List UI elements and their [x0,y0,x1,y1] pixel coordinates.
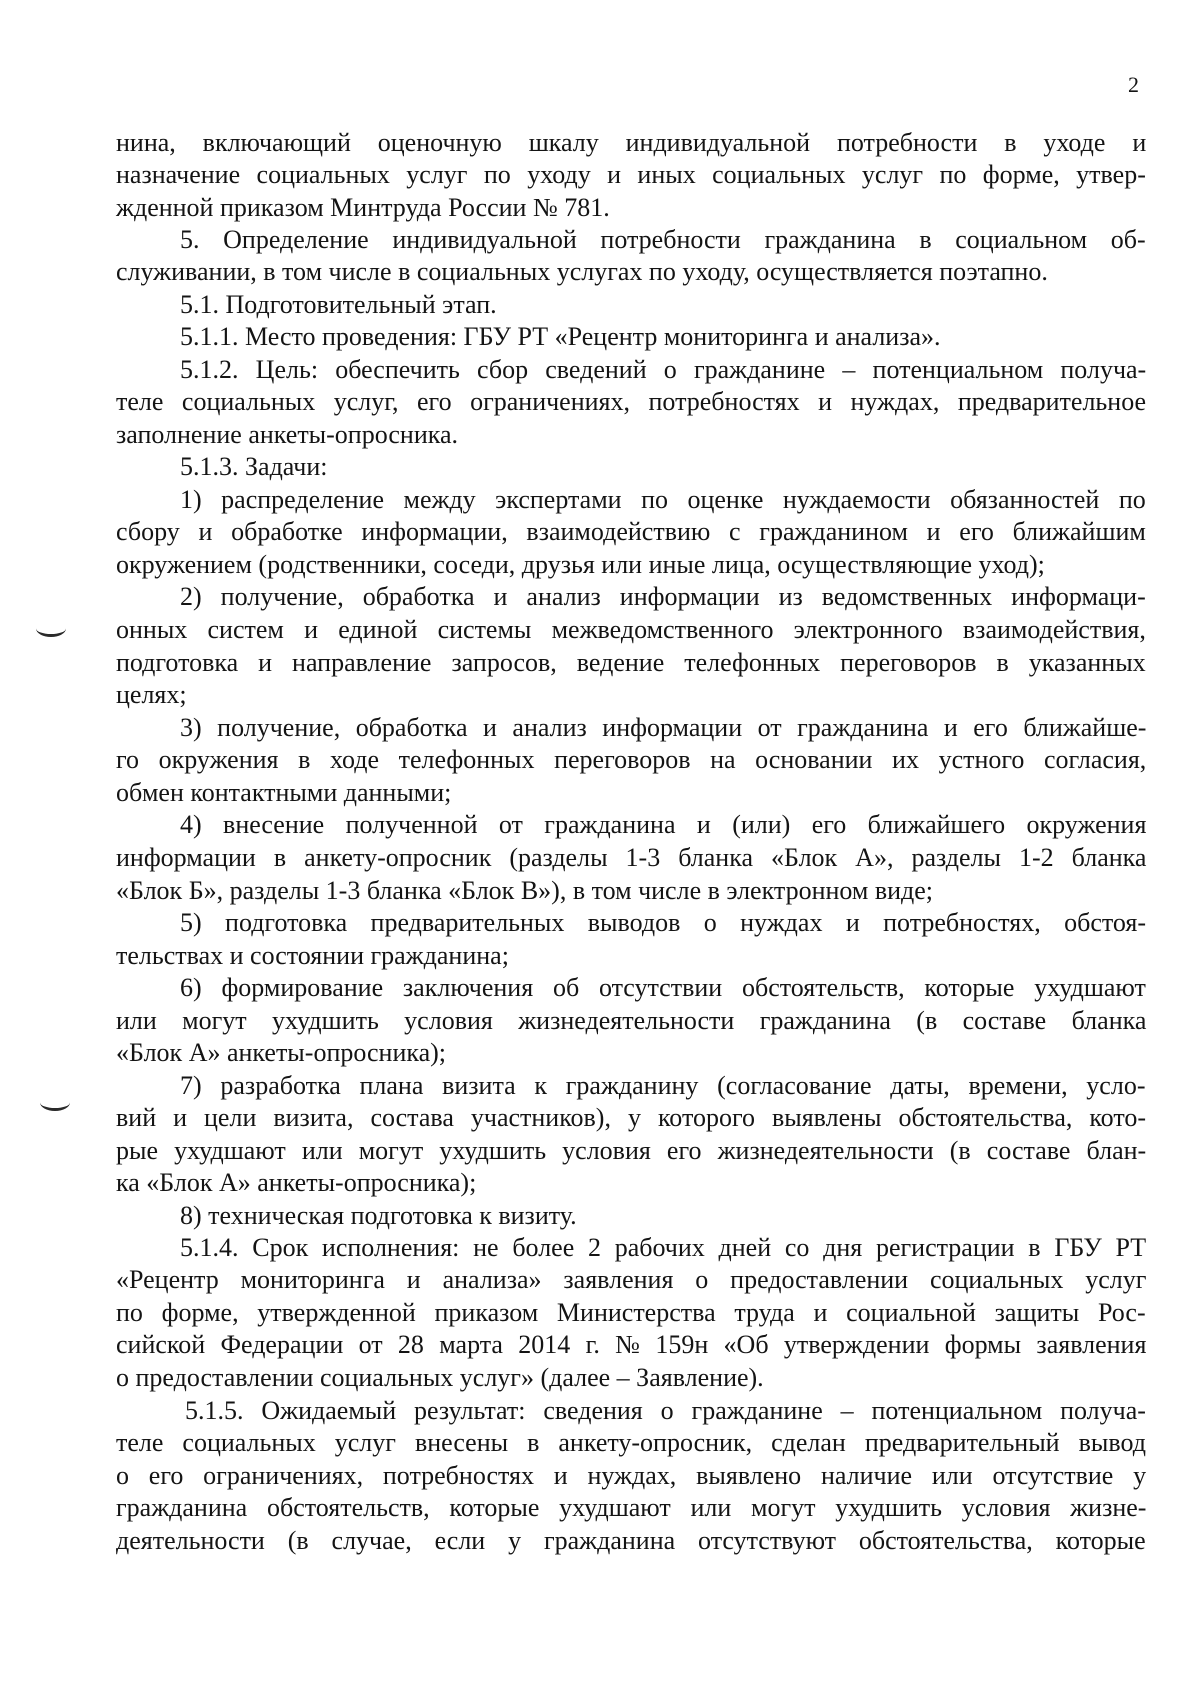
text-line: жденной приказом Минтруда России № 781. [116,193,610,222]
text-line: сбору и обработке информации, взаимодействию с гражданином и его ближайшим [116,517,1146,546]
text-line: или могут ухудшить условия жизнедеятельности гражданина (в составе бланка [116,1006,1147,1035]
text-line: информации в анкету-опросник (разделы 1-3 бланка «Блок А», разделы 1-2 бланка [116,843,1147,872]
text-line: 5.1.2. Цель: обеспечить сбор сведений о гражданине – потенциальном получа- [180,355,1147,384]
text-line: назначение социальных услуг по уходу и иных социальных услуг по форме, утвер- [116,160,1146,189]
text-line: 6) формирование заключения об отсутствии обстоятельств, которые ухудшают [180,973,1146,1002]
text-line: служивании, в том числе в социальных услугах по уходу, осуществляется поэтапно. [116,257,1048,286]
text-line: 5) подготовка предварительных выводов о нуждах и потребностях, обстоя- [180,908,1147,937]
text-line: о его ограничениях, потребностях и нуждах, выявлено наличие или отсутствие у [116,1461,1147,1490]
text-line: 8) техническая подготовка к визиту. [180,1201,577,1230]
text-line: 5.1.3. Задачи: [180,452,328,481]
text-line: 5.1.4. Срок исполнения: не более 2 рабочих дней со дня регистрации в ГБУ РТ [180,1233,1147,1262]
text-line: ка «Блок А» анкеты-опросника); [116,1168,477,1197]
text-line: окружением (родственники, соседи, друзья или иные лица, осуществляющие уход); [116,550,1045,579]
text-line: теле социальных услуг внесены в анкету-опросник, сделан предварительный вывод [116,1428,1146,1457]
text-line: подготовка и направление запросов, ведение телефонных переговоров в указанных [116,648,1146,677]
text-line: обмен контактными данными; [116,778,452,807]
text-line: тельствах и состоянии гражданина; [116,941,509,970]
text-line: «Блок Б», разделы 1-3 бланка «Блок В»), в том числе в электронном виде; [116,876,934,905]
text-line: по форме, утвержденной приказом Министерства труда и социальной защиты Рос- [116,1298,1146,1327]
text-line: гражданина обстоятельств, которые ухудшают или могут ухудшить условия жизне- [116,1493,1147,1522]
text-line: 3) получение, обработка и анализ информации от гражданина и его ближайше- [180,713,1147,742]
text-line: «Блок А» анкеты-опросника); [116,1038,447,1067]
text-line: сийской Федерации от 28 марта 2014 г. № 159н «Об утверждении формы заявления [116,1330,1147,1359]
text-line: онных систем и единой системы межведомственного электронного взаимодействия, [116,615,1146,644]
text-line: 5.1.1. Место проведения: ГБУ РТ «Рецентр мониторинга и анализа». [180,322,941,351]
text-line: теле социальных услуг, его ограничениях, потребностях и нуждах, предварительное [116,387,1147,416]
text-line: 5.1.5. Ожидаемый результат: сведения о гражданине – потенциальном получа- [185,1396,1146,1425]
text-line: заполнение анкеты-опросника. [116,420,459,449]
text-line: 1) распределение между экспертами по оценке нуждаемости обязанностей по [180,485,1146,514]
text-line: деятельности (в случае, если у гражданина отсутствуют обстоятельства, которые [116,1526,1146,1555]
text-line: 5.1. Подготовительный этап. [180,290,497,319]
text-line: «Рецентр мониторинга и анализа» заявления о предоставлении социальных услуг [116,1265,1147,1294]
page-number: 2 [1128,72,1139,97]
text-line: вий и цели визита, состава участников), у которого выявлены обстоятельства, кото- [116,1103,1147,1132]
scan-mark [40,1094,70,1111]
text-line: 7) разработка плана визита к гражданину (согласование даты, времени, усло- [180,1071,1146,1100]
scan-mark [36,620,66,637]
text-line: го окружения в ходе телефонных переговоров на основании их устного согласия, [116,745,1147,774]
text-line: рые ухудшают или могут ухудшить условия его жизнедеятельности (в составе блан- [116,1136,1147,1165]
text-line: о предоставлении социальных услуг» (далее – Заявление). [116,1363,764,1392]
text-line: целях; [116,680,187,709]
text-line: 4) внесение полученной от гражданина и (или) его ближайшего окружения [180,810,1147,839]
text-line: нина, включающий оценочную шкалу индивидуальной потребности в уходе и [116,128,1147,157]
text-line: 5. Определение индивидуальной потребности гражданина в социальном об- [180,225,1146,254]
text-line: 2) получение, обработка и анализ информации из ведомственных информаци- [180,582,1146,611]
